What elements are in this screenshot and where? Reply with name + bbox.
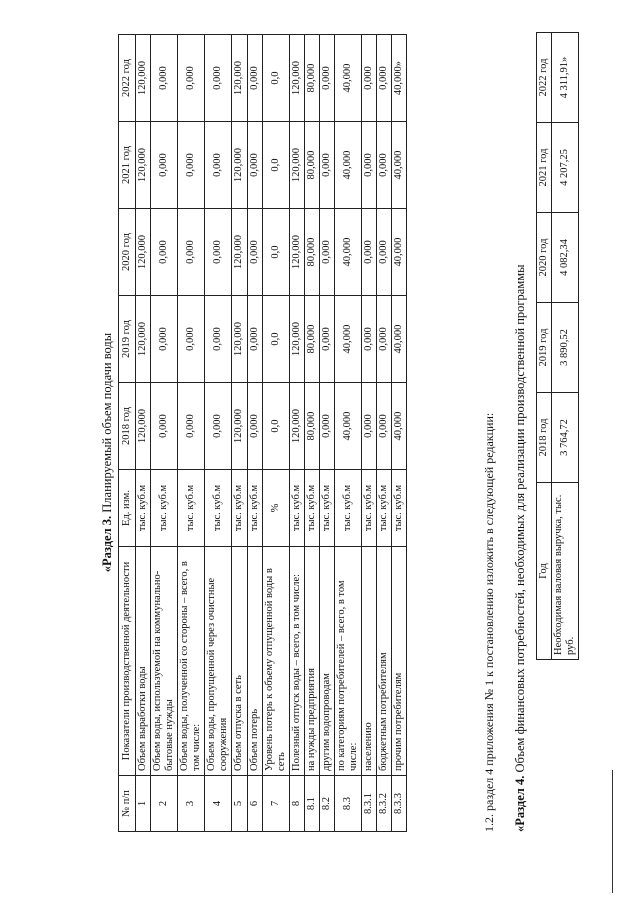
value-cell: 4 311,91» (552, 33, 579, 123)
value-cell: 0,000 (362, 35, 377, 122)
value-cell: 40,000 (334, 296, 361, 383)
indicator-name: Объем потерь (247, 547, 262, 776)
value-cell: 120,000 (136, 35, 151, 122)
row-label: Необходимая валовая выручка, тыс. руб. (552, 483, 579, 660)
row-number: 8.3.2 (377, 776, 392, 832)
value-cell: 0,000 (319, 209, 334, 296)
header-cell: 2020 год (537, 213, 552, 303)
row-number: 5 (232, 776, 247, 832)
value-cell: 0,000 (319, 296, 334, 383)
financial-needs-table (536, 32, 579, 660)
row-number: 8 (289, 776, 304, 832)
row-number: 8.3.3 (392, 776, 407, 832)
value-cell: 0,0 (262, 209, 289, 296)
value-cell: 0,000 (247, 296, 262, 383)
table-header-row (119, 35, 136, 832)
value-cell: 0,000 (319, 35, 334, 122)
value-cell: 0,0 (262, 122, 289, 209)
value-cell: 0,000 (247, 209, 262, 296)
footer-rule (612, 770, 613, 893)
value-cell: 0,000 (377, 383, 392, 470)
value-cell: 0,000 (205, 383, 232, 470)
value-cell: 40,000 (392, 209, 407, 296)
table-row (392, 35, 407, 832)
indicator-name: Полезный отпуск воды – всего, в том числе: (289, 547, 304, 776)
table-row (304, 35, 319, 832)
unit-cell: тыс. куб.м (232, 470, 247, 547)
value-cell: 120,000 (232, 209, 247, 296)
table-row (247, 35, 262, 832)
planned-water-supply-table (118, 34, 407, 832)
indicator-name: Объем воды, пропущенной через очистные сооружения (205, 547, 232, 776)
header-cell: Показатели производственной деятельности (119, 547, 136, 776)
value-cell: 0,000 (319, 122, 334, 209)
header-cell: Год (537, 483, 552, 660)
value-cell: 40,000 (334, 35, 361, 122)
value-cell: 120,000 (136, 383, 151, 470)
indicator-name: прочим потребителям (392, 547, 407, 776)
unit-cell: % (262, 470, 289, 547)
value-cell: 0,0 (262, 35, 289, 122)
value-cell: 40,000 (334, 383, 361, 470)
value-cell: 0,000 (377, 122, 392, 209)
row-number: 1 (136, 776, 151, 832)
header-cell: 2018 год (537, 393, 552, 483)
unit-cell: тыс. куб.м (334, 470, 361, 547)
value-cell: 0,000 (377, 35, 392, 122)
value-cell: 120,000 (289, 35, 304, 122)
value-cell: 0,000 (178, 383, 205, 470)
value-cell: 120,000 (289, 209, 304, 296)
value-cell: 0,000 (362, 122, 377, 209)
indicator-name: Уровень потерь к объему отпущенной воды в сеть (262, 547, 289, 776)
value-cell: 0,000 (362, 383, 377, 470)
table-row (289, 35, 304, 832)
header-cell: № п/п (119, 776, 136, 832)
row-number: 8.1 (304, 776, 319, 832)
table-row (205, 35, 232, 832)
unit-cell: тыс. куб.м (319, 470, 334, 547)
value-cell: 0,000 (178, 209, 205, 296)
table-row (151, 35, 178, 832)
value-cell: 40,000 (334, 122, 361, 209)
unit-cell: тыс. куб.м (151, 470, 178, 547)
indicator-name: Объем воды, используемой на коммунально-бытовые нужды (151, 547, 178, 776)
section-3-title: «Раздел 3. Планируемый объем подачи воды (100, 332, 114, 573)
value-cell: 120,000 (289, 122, 304, 209)
value-cell: 0,000 (247, 35, 262, 122)
value-cell: 0,000 (205, 122, 232, 209)
value-cell: 120,000 (232, 296, 247, 383)
value-cell: 0,000 (319, 383, 334, 470)
value-cell: 120,000 (289, 296, 304, 383)
unit-cell: тыс. куб.м (136, 470, 151, 547)
indicator-name: Объем отпуска в сеть (232, 547, 247, 776)
indicator-name: Объем воды, полученной со стороны – всего, в том числе: (178, 547, 205, 776)
header-cell: 2022 год (119, 35, 136, 122)
unit-cell: тыс. куб.м (247, 470, 262, 547)
section-4-title: «Раздел 4. Объем финансовых потребностей, необходимых для реализации производственной программы (513, 264, 527, 832)
value-cell: 4 207,25 (552, 123, 579, 213)
value-cell: 0,000 (178, 122, 205, 209)
value-cell: 120,000 (232, 122, 247, 209)
row-number: 6 (247, 776, 262, 832)
value-cell: 3 890,52 (552, 303, 579, 393)
value-cell: 120,000 (232, 35, 247, 122)
indicator-name: на нужды предприятия (304, 547, 319, 776)
table-row (232, 35, 247, 832)
value-cell: 3 764,72 (552, 393, 579, 483)
row-number: 8.3.1 (362, 776, 377, 832)
row-number: 8.2 (319, 776, 334, 832)
indicator-name: по категориям потребителей – всего, в том числе: (334, 547, 361, 776)
value-cell: 120,000 (136, 296, 151, 383)
table-row (362, 35, 377, 832)
value-cell: 80,000 (304, 122, 319, 209)
table-row (377, 35, 392, 832)
table-row (334, 35, 361, 832)
value-cell: 80,000 (304, 296, 319, 383)
indicator-name: населению (362, 547, 377, 776)
header-cell: 2019 год (119, 296, 136, 383)
section-1-2-text: 1.2. раздел 4 приложения № 1 к постановлению изложить в следующей редакции: (482, 412, 496, 832)
table-row (136, 35, 151, 832)
value-cell: 0,000 (205, 209, 232, 296)
header-cell: Ед. изм. (119, 470, 136, 547)
value-cell: 0,000 (362, 209, 377, 296)
table-row (262, 35, 289, 832)
value-cell: 0,000 (178, 35, 205, 122)
value-cell: 0,000 (151, 122, 178, 209)
unit-cell: тыс. куб.м (377, 470, 392, 547)
value-cell: 0,000 (151, 209, 178, 296)
table-row (319, 35, 334, 832)
indicator-name: Объем выработки воды (136, 547, 151, 776)
value-cell: 0,000 (151, 35, 178, 122)
value-cell: 40,000» (392, 35, 407, 122)
value-cell: 120,000 (232, 383, 247, 470)
header-cell: 2021 год (537, 123, 552, 213)
value-cell: 0,000 (205, 35, 232, 122)
row-number: 8.3 (334, 776, 361, 832)
row-number: 2 (151, 776, 178, 832)
value-cell: 80,000 (304, 383, 319, 470)
value-cell: 80,000 (304, 209, 319, 296)
value-cell: 120,000 (289, 383, 304, 470)
unit-cell: тыс. куб.м (289, 470, 304, 547)
value-cell: 0,000 (151, 383, 178, 470)
value-cell: 0,000 (178, 296, 205, 383)
header-cell: 2020 год (119, 209, 136, 296)
table-header-row (537, 33, 552, 660)
header-cell: 2018 год (119, 383, 136, 470)
row-number: 7 (262, 776, 289, 832)
table-row (178, 35, 205, 832)
row-number: 3 (178, 776, 205, 832)
value-cell: 0,000 (247, 122, 262, 209)
unit-cell: тыс. куб.м (205, 470, 232, 547)
value-cell: 0,0 (262, 383, 289, 470)
unit-cell: тыс. куб.м (392, 470, 407, 547)
value-cell: 0,000 (247, 383, 262, 470)
unit-cell: тыс. куб.м (178, 470, 205, 547)
row-number: 4 (205, 776, 232, 832)
table-row (552, 33, 579, 660)
value-cell: 120,000 (136, 122, 151, 209)
value-cell: 0,0 (262, 296, 289, 383)
value-cell: 0,000 (362, 296, 377, 383)
indicator-name: другим водопроводам (319, 547, 334, 776)
value-cell: 0,000 (151, 296, 178, 383)
value-cell: 80,000 (304, 35, 319, 122)
header-cell: 2021 год (119, 122, 136, 209)
value-cell: 40,000 (334, 209, 361, 296)
value-cell: 40,000 (392, 383, 407, 470)
value-cell: 4 082,34 (552, 213, 579, 303)
unit-cell: тыс. куб.м (362, 470, 377, 547)
header-cell: 2019 год (537, 303, 552, 393)
value-cell: 0,000 (205, 296, 232, 383)
unit-cell: тыс. куб.м (304, 470, 319, 547)
value-cell: 0,000 (377, 296, 392, 383)
indicator-name: бюджетным потребителям (377, 547, 392, 776)
header-cell: 2022 год (537, 33, 552, 123)
value-cell: 40,000 (392, 122, 407, 209)
value-cell: 0,000 (377, 209, 392, 296)
value-cell: 120,000 (136, 209, 151, 296)
value-cell: 40,000 (392, 296, 407, 383)
